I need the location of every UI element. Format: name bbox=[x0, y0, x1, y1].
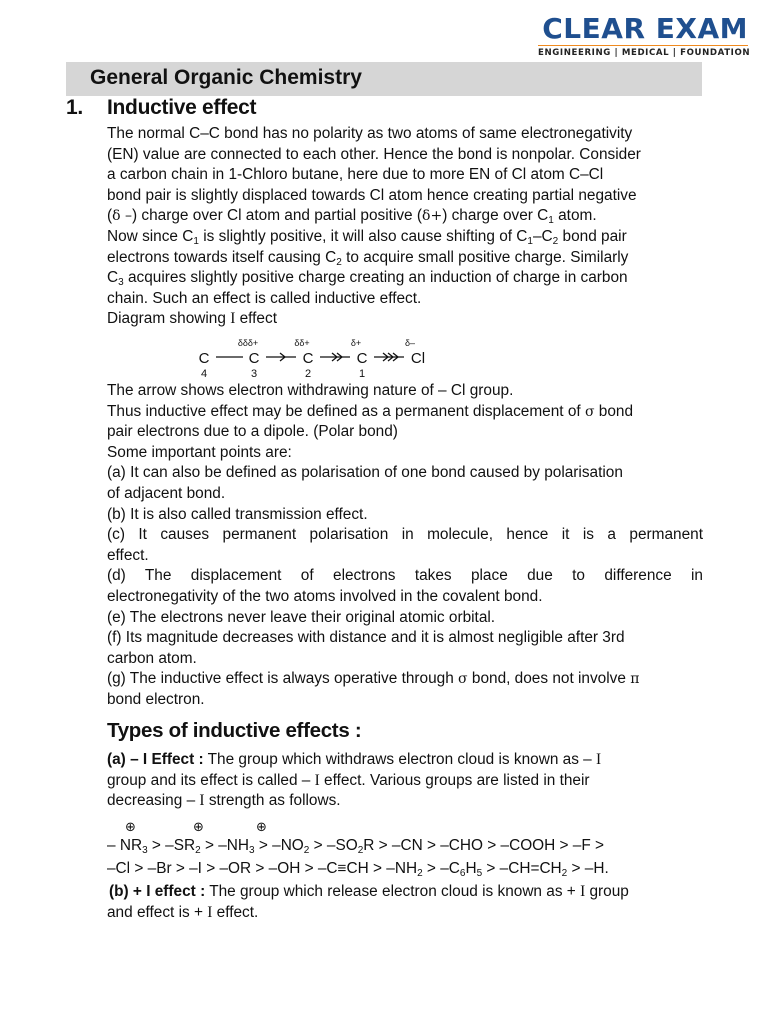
heading-title: Inductive effect bbox=[107, 96, 257, 119]
point-b: (b) It is also called transmission effect. bbox=[107, 505, 368, 523]
point-f: (f) Its magnitude decreases with distance and it is almost negligible after 3rd bbox=[107, 629, 625, 647]
pi-symbol: π bbox=[630, 671, 640, 688]
section-title: General Organic Chemistry bbox=[90, 66, 362, 89]
intro-line: Now since $C_1$ is slightly positive, it will also cause shifting of $C_1-C_2$ bond pair bbox=[107, 227, 627, 247]
positive-charge-icon: ⊕ bbox=[256, 820, 267, 835]
plus-i-label: (b) + I effect : bbox=[109, 883, 206, 900]
charge-c3: δδδ+ bbox=[237, 338, 259, 348]
text-line: Some important points are: bbox=[107, 443, 292, 461]
intro-line: bond pair is slightly displaced towards Cl atom hence creating partial negative bbox=[107, 186, 637, 204]
charge-c2: δδ+ bbox=[294, 338, 310, 348]
positive-charge-icon: ⊕ bbox=[125, 820, 136, 835]
point-a-cont: of adjacent bond. bbox=[107, 484, 226, 502]
intro-line: chain. Such an effect is called inductive effect. bbox=[107, 289, 422, 307]
plus-i-line: (b) + I effect : The group which release electron cloud is known as + I group bbox=[109, 883, 629, 900]
minus-i-effect-paragraph bbox=[107, 750, 703, 812]
point-e: (e) The electrons never leave their original atomic orbital. bbox=[107, 608, 496, 626]
minus-i-line: group and its effect is called – I effect. Various groups are listed in their bbox=[107, 771, 590, 789]
plus-i-line: and effect is + I effect. bbox=[107, 903, 259, 921]
atom-c1: C bbox=[356, 350, 368, 367]
charge-cl: δ– bbox=[404, 338, 416, 348]
atom-c2: C bbox=[302, 350, 314, 367]
atom-c3: C bbox=[248, 350, 260, 367]
logo-tagline: ENGINEERING | MEDICAL | FOUNDATION bbox=[538, 45, 748, 58]
intro-line: (EN) value are connected to each other. Hence the bond is nonpolar. Consider bbox=[107, 145, 641, 163]
bond-c2-c1-arrow bbox=[320, 353, 350, 361]
point-g: (g) The inductive effect is always operative through σ bond, does not involve π bbox=[107, 670, 640, 688]
text-line: pair electrons due to a dipole. (Polar bond) bbox=[107, 423, 398, 441]
charge-c1: δ+ bbox=[350, 338, 362, 348]
point-d-cont: electronegativity of the two atoms involved in the covalent bond. bbox=[107, 587, 543, 605]
text-line: The arrow shows electron withdrawing nature of – Cl group. bbox=[107, 382, 514, 399]
logo-name: CLEAR EXAM bbox=[542, 12, 748, 45]
carbon-number: 3 bbox=[250, 368, 258, 380]
intro-line: $C_3$ acquires slightly positive charge creating an induction of charge in carbon bbox=[107, 269, 628, 289]
point-c-cont: effect. bbox=[107, 546, 149, 564]
carbon-number: 2 bbox=[304, 368, 312, 380]
positive-charge-icon: ⊕ bbox=[193, 820, 204, 835]
intro-line: The normal C–C bond has no polarity as two atoms of same electronegativity bbox=[107, 125, 633, 142]
minus-i-series-line: $-Cl > -Br > -I > -OR > -OH > -C\equiv CH > -NH_2 > -C_6H_5 > -CH=CH_2 > -H$. bbox=[107, 860, 609, 879]
definition-paragraph bbox=[107, 381, 703, 711]
atom-cl: Cl bbox=[410, 350, 426, 367]
point-d: (d) The displacement of electrons takes place due to difference in bbox=[107, 567, 703, 585]
minus-i-label: (a) – I Effect : bbox=[107, 751, 204, 768]
heading-number: 1. bbox=[66, 96, 83, 119]
bond-c1-cl-arrow bbox=[374, 353, 404, 361]
point-f-cont: carbon atom. bbox=[107, 649, 197, 667]
intro-line: a carbon chain in 1-Chloro butane, here due to more EN of Cl atom C–Cl bbox=[107, 166, 604, 184]
plus-i-effect-paragraph bbox=[109, 882, 705, 923]
sigma-symbol: σ bbox=[458, 671, 468, 688]
carbon-number: 1 bbox=[358, 368, 366, 380]
clear-exam-logo bbox=[538, 12, 751, 58]
inductive-effect-diagram bbox=[190, 336, 450, 380]
intro-paragraph bbox=[107, 124, 703, 330]
atom-c4: C bbox=[198, 350, 210, 367]
sigma-symbol: σ bbox=[584, 403, 595, 420]
types-heading: Types of inductive effects : bbox=[107, 719, 362, 742]
delta-plus: δ+ bbox=[422, 208, 443, 225]
delta-minus: δ – bbox=[112, 208, 133, 225]
point-g-cont: bond electron. bbox=[107, 690, 205, 708]
minus-i-line: (a) – I Effect : The group which withdraws electron cloud is known as – I bbox=[107, 751, 602, 768]
text-line: Thus inductive effect may be defined as a permanent displacement of σ bond bbox=[107, 402, 634, 420]
bond-c3-c2-arrow bbox=[266, 353, 296, 361]
minus-i-series-line: – $NR_3 > -SR_2 > -NH_3 > -NO_2 > -SO_2R > -CN > -CHO$ > –COOH > –F > bbox=[107, 837, 605, 856]
heading-inductive-effect bbox=[66, 96, 256, 120]
intro-line: (δ –) charge over Cl atom and partial positive (δ+) charge over $C_1$ atom. bbox=[107, 207, 597, 227]
point-a: (a) It can also be defined as polarisation of one bond caused by polarisation bbox=[107, 464, 623, 482]
carbon-number: 4 bbox=[200, 368, 208, 380]
intro-line: electrons towards itself causing $C_2$ to acquire small positive charge. Similarly bbox=[107, 248, 629, 268]
point-c: (c) It causes permanent polarisation in molecule, hence it is a permanent bbox=[107, 526, 703, 544]
minus-i-line: decreasing – I strength as follows. bbox=[107, 792, 341, 810]
diagram-label: Diagram showing I effect bbox=[107, 310, 277, 328]
